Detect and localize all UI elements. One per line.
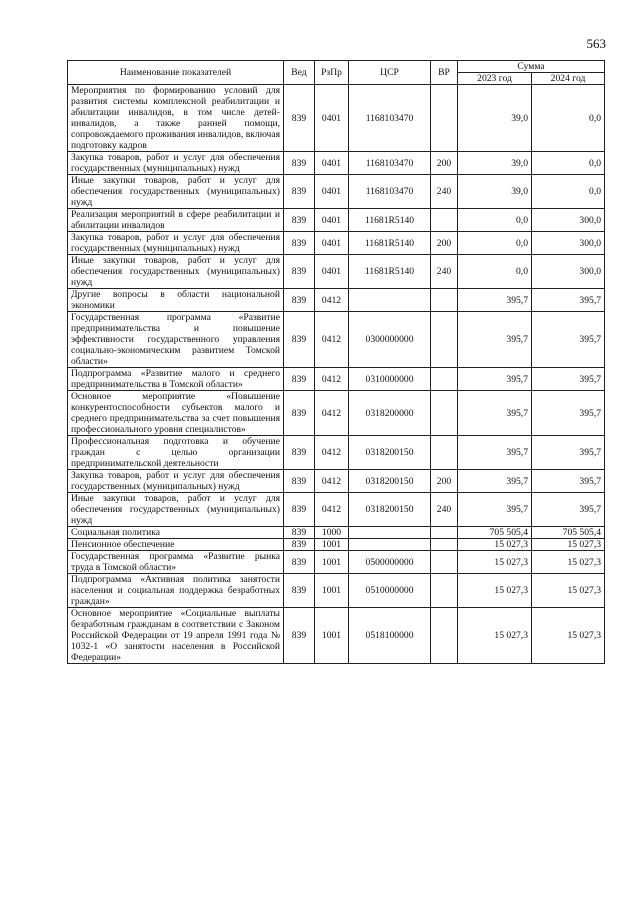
cell-ved: 839: [284, 493, 315, 527]
cell-csr: 0318200150: [349, 493, 431, 527]
cell-name: Подпрограмма «Развитие малого и среднего предпринимательства в Томской области»: [68, 368, 284, 391]
cell-ved: 839: [284, 209, 315, 232]
cell-sum-2024: 15 027,3: [532, 551, 605, 574]
header-ved: Вед: [284, 61, 315, 85]
cell-name: Закупка товаров, работ и услуг для обеспечения государственных (муниципальных) нужд: [68, 152, 284, 175]
cell-ved: 839: [284, 470, 315, 493]
budget-table: [67, 60, 605, 664]
cell-ved: 839: [284, 152, 315, 175]
cell-vr: [431, 539, 458, 551]
cell-csr: 1168103470: [349, 85, 431, 152]
cell-name: Социальная политика: [68, 527, 284, 539]
cell-vr: [431, 551, 458, 574]
cell-vr: [431, 85, 458, 152]
cell-sum-2023: 395,7: [458, 312, 532, 368]
cell-rzpr: 0401: [315, 175, 349, 209]
cell-rzpr: 0412: [315, 368, 349, 391]
cell-vr: 240: [431, 255, 458, 289]
cell-vr: [431, 368, 458, 391]
cell-csr: 0500000000: [349, 551, 431, 574]
cell-rzpr: 0412: [315, 470, 349, 493]
cell-sum-2024: 15 027,3: [532, 574, 605, 608]
cell-name: Мероприятия по формированию условий для развития системы комплексной реабилитации и абилитации инвалидов, в том числе детей-инвалидов, а также ранней помощи, сопровождаемого проживания инвалидов, включая подготовку кадров: [68, 85, 284, 152]
cell-csr: 0318200000: [349, 391, 431, 436]
header-sum: Сумма: [458, 61, 605, 73]
cell-rzpr: 0412: [315, 312, 349, 368]
table-row: [68, 539, 605, 551]
cell-ved: 839: [284, 85, 315, 152]
cell-name: Подпрограмма «Активная политика занятости населения и социальная поддержка безработных граждан»: [68, 574, 284, 608]
cell-sum-2023: 395,7: [458, 493, 532, 527]
cell-csr: 0318200150: [349, 436, 431, 470]
cell-vr: 240: [431, 175, 458, 209]
cell-sum-2023: 15 027,3: [458, 551, 532, 574]
cell-ved: 839: [284, 608, 315, 664]
cell-sum-2023: 395,7: [458, 368, 532, 391]
cell-sum-2024: 395,7: [532, 368, 605, 391]
cell-rzpr: 0412: [315, 289, 349, 312]
table-row: [68, 470, 605, 493]
table-row: [68, 527, 605, 539]
cell-ved: 839: [284, 539, 315, 551]
cell-sum-2023: 0,0: [458, 232, 532, 255]
cell-csr: [349, 289, 431, 312]
cell-sum-2024: 395,7: [532, 289, 605, 312]
header-year-2024: 2024 год: [532, 73, 605, 85]
cell-csr: 0510000000: [349, 574, 431, 608]
cell-sum-2024: 0,0: [532, 175, 605, 209]
cell-sum-2024: 395,7: [532, 436, 605, 470]
cell-vr: [431, 574, 458, 608]
cell-rzpr: 0412: [315, 493, 349, 527]
cell-sum-2024: 300,0: [532, 209, 605, 232]
cell-rzpr: 0412: [315, 436, 349, 470]
cell-name: Реализация мероприятий в сфере реабилитации и абилитации инвалидов: [68, 209, 284, 232]
cell-rzpr: 1000: [315, 527, 349, 539]
cell-sum-2023: 395,7: [458, 436, 532, 470]
cell-vr: [431, 209, 458, 232]
cell-vr: [431, 527, 458, 539]
cell-sum-2024: 705 505,4: [532, 527, 605, 539]
cell-rzpr: 0401: [315, 209, 349, 232]
cell-vr: [431, 312, 458, 368]
cell-rzpr: 1001: [315, 574, 349, 608]
cell-csr: 1168103470: [349, 152, 431, 175]
header-rzpr: РзПр: [315, 61, 349, 85]
cell-csr: 11681R5140: [349, 255, 431, 289]
cell-rzpr: 1001: [315, 551, 349, 574]
cell-ved: 839: [284, 175, 315, 209]
cell-rzpr: 0412: [315, 391, 349, 436]
cell-ved: 839: [284, 391, 315, 436]
cell-rzpr: 0401: [315, 152, 349, 175]
cell-sum-2024: 15 027,3: [532, 608, 605, 664]
table-row: [68, 85, 605, 152]
cell-sum-2023: 395,7: [458, 391, 532, 436]
cell-vr: 200: [431, 470, 458, 493]
cell-sum-2023: 39,0: [458, 85, 532, 152]
cell-vr: [431, 391, 458, 436]
cell-csr: 0300000000: [349, 312, 431, 368]
cell-sum-2024: 0,0: [532, 85, 605, 152]
cell-rzpr: 0401: [315, 85, 349, 152]
cell-ved: 839: [284, 255, 315, 289]
cell-ved: 839: [284, 289, 315, 312]
cell-name: Основное мероприятие «Повышение конкурентоспособности субъектов малого и среднего предпринимательства за счет повышения профессионального уровня специалистов»: [68, 391, 284, 436]
cell-sum-2024: 300,0: [532, 255, 605, 289]
table-row: [68, 368, 605, 391]
cell-sum-2023: 0,0: [458, 209, 532, 232]
cell-sum-2024: 395,7: [532, 312, 605, 368]
cell-vr: 200: [431, 152, 458, 175]
table-row: [68, 574, 605, 608]
cell-vr: [431, 436, 458, 470]
cell-sum-2024: 395,7: [532, 493, 605, 527]
cell-rzpr: 0401: [315, 255, 349, 289]
page-number: 563: [586, 36, 606, 51]
cell-sum-2023: 15 027,3: [458, 608, 532, 664]
cell-sum-2023: 39,0: [458, 175, 532, 209]
cell-sum-2023: 0,0: [458, 255, 532, 289]
cell-vr: [431, 289, 458, 312]
cell-vr: 200: [431, 232, 458, 255]
header-name: Наименование показателей: [68, 61, 284, 85]
cell-vr: [431, 608, 458, 664]
header-csr: ЦСР: [349, 61, 431, 85]
cell-sum-2023: 395,7: [458, 470, 532, 493]
header-row: [68, 61, 605, 73]
table-row: [68, 551, 605, 574]
cell-sum-2024: 0,0: [532, 152, 605, 175]
cell-csr: 1168103470: [349, 175, 431, 209]
cell-name: Другие вопросы в области национальной экономики: [68, 289, 284, 312]
table-header: [68, 61, 605, 85]
cell-ved: 839: [284, 527, 315, 539]
table-row: [68, 436, 605, 470]
cell-sum-2023: 15 027,3: [458, 574, 532, 608]
cell-name: Иные закупки товаров, работ и услуг для обеспечения государственных (муниципальных) нужд: [68, 175, 284, 209]
table-row: [68, 493, 605, 527]
header-vr: ВР: [431, 61, 458, 85]
cell-sum-2024: 15 027,3: [532, 539, 605, 551]
cell-sum-2023: 39,0: [458, 152, 532, 175]
cell-name: Иные закупки товаров, работ и услуг для обеспечения государственных (муниципальных) нужд: [68, 255, 284, 289]
table-row: [68, 152, 605, 175]
cell-name: Закупка товаров, работ и услуг для обеспечения государственных (муниципальных) нужд: [68, 232, 284, 255]
cell-name: Профессиональная подготовка и обучение граждан с целью организации предпринимательской деятельности: [68, 436, 284, 470]
cell-ved: 839: [284, 574, 315, 608]
cell-ved: 839: [284, 551, 315, 574]
table-row: [68, 175, 605, 209]
table-body: [68, 85, 605, 664]
cell-rzpr: 1001: [315, 608, 349, 664]
cell-ved: 839: [284, 368, 315, 391]
cell-name: Основное мероприятие «Социальные выплаты безработным гражданам в соответствии с Законом Российской Федерации от 19 апреля 1991 года № 1032-1 «О занятости населения в Российской Федерации»: [68, 608, 284, 664]
cell-name: Государственная программа «Развитие рынка труда в Томской области»: [68, 551, 284, 574]
cell-sum-2023: 15 027,3: [458, 539, 532, 551]
table-row: [68, 391, 605, 436]
cell-ved: 839: [284, 232, 315, 255]
cell-csr: 0518100000: [349, 608, 431, 664]
cell-csr: 0310000000: [349, 368, 431, 391]
cell-csr: [349, 527, 431, 539]
cell-ved: 839: [284, 436, 315, 470]
cell-sum-2023: 395,7: [458, 289, 532, 312]
cell-name: Закупка товаров, работ и услуг для обеспечения государственных (муниципальных) нужд: [68, 470, 284, 493]
cell-ved: 839: [284, 312, 315, 368]
cell-csr: 11681R5140: [349, 232, 431, 255]
cell-sum-2023: 705 505,4: [458, 527, 532, 539]
cell-csr: 11681R5140: [349, 209, 431, 232]
table-row: [68, 312, 605, 368]
table-row: [68, 289, 605, 312]
cell-vr: 240: [431, 493, 458, 527]
cell-rzpr: 0401: [315, 232, 349, 255]
table-row: [68, 232, 605, 255]
cell-sum-2024: 395,7: [532, 391, 605, 436]
cell-sum-2024: 300,0: [532, 232, 605, 255]
cell-sum-2024: 395,7: [532, 470, 605, 493]
cell-csr: 0318200150: [349, 470, 431, 493]
cell-name: Государственная программа «Развитие предпринимательства и повышение эффективности государственного управления социально-экономическим развитием Томской области»: [68, 312, 284, 368]
header-year-2023: 2023 год: [458, 73, 532, 85]
cell-csr: [349, 539, 431, 551]
cell-name: Иные закупки товаров, работ и услуг для обеспечения государственных (муниципальных) нужд: [68, 493, 284, 527]
cell-rzpr: 1001: [315, 539, 349, 551]
table-row: [68, 209, 605, 232]
table-row: [68, 255, 605, 289]
table-row: [68, 608, 605, 664]
cell-name: Пенсионное обеспечение: [68, 539, 284, 551]
